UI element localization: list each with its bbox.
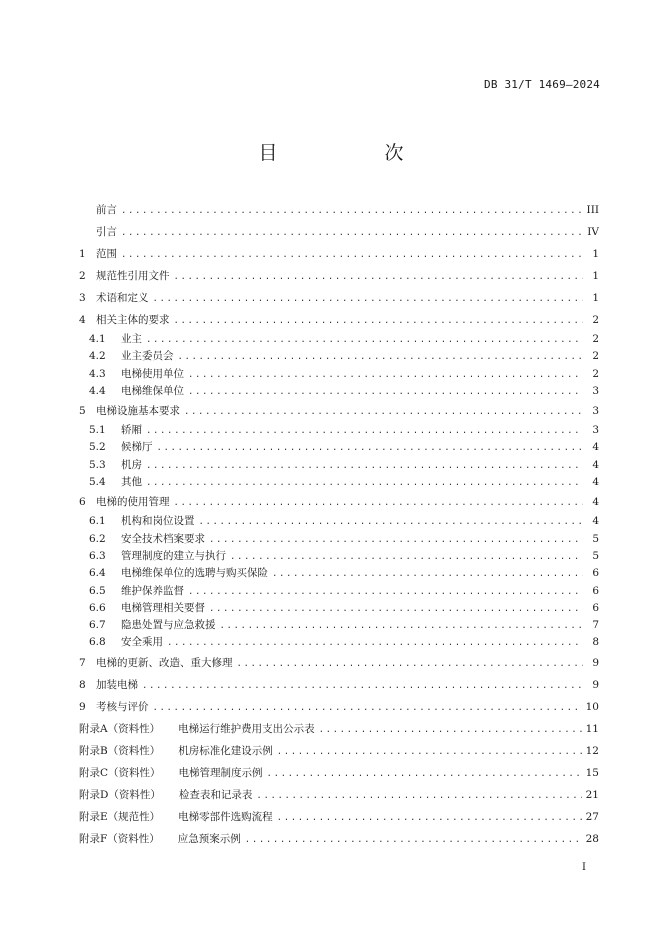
toc-entry-number: 9 [79, 700, 86, 713]
toc-entry[interactable] [79, 199, 599, 221]
toc-entry-page: 4 [592, 515, 599, 528]
toc-entry-label: 业主委员会 [121, 350, 174, 363]
toc-entry[interactable] [79, 565, 599, 582]
toc-entry[interactable] [79, 422, 599, 439]
toc-entry[interactable] [79, 439, 599, 456]
toc-entry-page: 2 [592, 333, 599, 345]
toc-entry[interactable] [79, 600, 599, 617]
toc-entry-number: 5.2 [89, 441, 106, 454]
toc-entry-number: 6.6 [89, 601, 106, 614]
dot-leader [178, 349, 584, 366]
toc-entry-label: 安全技术档案要求 [121, 532, 205, 545]
toc-entry-number: 4.4 [89, 384, 106, 397]
toc-entry-number: 附录F（资料性） [79, 832, 160, 845]
toc-entry-number: 5.1 [89, 424, 106, 437]
dot-leader [121, 222, 583, 244]
toc-entry-page: 6 [592, 584, 599, 597]
toc-entry[interactable] [79, 674, 599, 696]
toc-entry-number: 6.3 [89, 549, 106, 562]
dot-leader [167, 635, 583, 652]
dot-leader [153, 288, 584, 310]
dot-leader [230, 549, 583, 566]
toc-entry-page: 12 [585, 744, 599, 757]
toc-entry-page: 8 [592, 636, 599, 649]
toc-entry[interactable] [79, 348, 599, 365]
toc-entry-label: 引言 [96, 226, 117, 238]
toc-entry[interactable] [79, 513, 599, 530]
toc-entry[interactable] [79, 617, 599, 634]
toc-entry[interactable] [79, 474, 599, 491]
toc-entry-page: 5 [592, 549, 599, 562]
dot-leader [256, 785, 581, 807]
toc-entry-label: 安全乘用 [121, 636, 163, 649]
toc-entry-label: 管理制度的建立与执行 [121, 549, 226, 562]
toc-entry[interactable] [79, 652, 599, 674]
dot-leader [277, 741, 582, 763]
toc-entry-label: 电梯使用单位 [121, 367, 184, 380]
toc-entry-label: 维护保养监督 [121, 584, 184, 597]
toc-entry-number: 5 [79, 405, 86, 418]
dot-leader [220, 618, 584, 635]
toc-entry-page: 3 [592, 405, 599, 418]
toc-entry-label: 电梯管理制度示例 [178, 766, 263, 779]
toc-entry-label: 候梯厅 [121, 441, 153, 454]
toc-entry-number: 7 [79, 656, 86, 669]
toc-entry-number: 附录E（规范性） [79, 810, 161, 823]
dot-leader [277, 807, 582, 829]
dot-leader [199, 514, 584, 531]
toc-entry-label: 前言 [96, 204, 117, 216]
toc-entry-label: 电梯管理相关要督 [121, 601, 205, 614]
dot-leader [174, 266, 584, 288]
toc-entry[interactable] [79, 784, 599, 806]
toc-entry-number: 4.2 [89, 350, 106, 363]
toc-entry-page: 3 [592, 424, 599, 437]
toc-entry[interactable] [79, 548, 599, 565]
toc-entry-label: 电梯维保单位的选聘与购买保险 [121, 567, 268, 580]
toc-entry-label: 应急预案示例 [177, 832, 241, 845]
toc-entry-label: 考核与评价 [96, 700, 149, 713]
toc-entry-label: 电梯的使用管理 [96, 496, 170, 509]
toc-entry-label: 其他 [121, 476, 142, 489]
toc-entry-page: 5 [592, 532, 599, 545]
toc-entry-number: 6.4 [89, 567, 106, 580]
dot-leader [319, 719, 582, 741]
dot-leader [174, 310, 584, 332]
dot-leader [188, 384, 583, 401]
toc-entry-number: 附录A（资料性） [79, 722, 161, 735]
dot-leader [146, 423, 583, 440]
standard-code: DB 31/T 1469—2024 [484, 78, 600, 91]
toc-entry-page: 4 [592, 496, 599, 509]
toc-entry-label: 范围 [96, 248, 117, 260]
dot-leader [188, 367, 583, 384]
toc-entry-number: 3 [79, 292, 86, 304]
toc-entry-page: 9 [592, 678, 599, 691]
toc-entry-label: 轿厢 [121, 424, 142, 437]
dot-leader [146, 475, 583, 492]
toc-entry[interactable] [79, 331, 599, 348]
toc-entry[interactable] [79, 806, 599, 828]
toc-entry-number: 6.5 [89, 584, 106, 597]
toc-entry[interactable] [79, 265, 599, 287]
toc-entry-number: 4 [79, 314, 86, 326]
toc-entry-number: 5.4 [89, 476, 106, 489]
dot-leader [174, 492, 584, 514]
toc-entry-number: 8 [79, 678, 86, 691]
toc-entry[interactable] [79, 828, 599, 850]
toc-entry-page: 10 [585, 700, 599, 713]
toc-entry-number: 6.8 [89, 636, 106, 649]
dot-leader [237, 653, 584, 675]
toc-entry-page: 3 [592, 384, 599, 397]
toc-entry-page: 1 [592, 270, 599, 282]
toc-entry-page: 28 [585, 832, 599, 845]
dot-leader [184, 401, 583, 423]
toc-entry-page: 4 [592, 441, 599, 454]
dot-leader [267, 763, 582, 785]
dot-leader [209, 532, 583, 549]
dot-leader [121, 244, 583, 266]
dot-leader [153, 697, 582, 719]
toc-entry-number: 6.7 [89, 619, 106, 632]
toc-entry-page: III [586, 204, 599, 216]
toc-entry[interactable] [79, 287, 599, 309]
toc-entry[interactable] [79, 366, 599, 383]
toc-entry-page: 1 [592, 248, 599, 260]
toc-entry-page: 7 [592, 619, 599, 632]
dot-leader [272, 566, 583, 583]
toc-entry-page: 4 [592, 458, 599, 471]
dot-leader [146, 332, 583, 349]
dot-leader [209, 601, 583, 618]
dot-leader [157, 440, 584, 457]
toc-entry-page: 15 [585, 766, 599, 779]
toc-entry-page: IV [587, 226, 599, 238]
toc-entry-number: 1 [79, 248, 86, 260]
table-of-contents [79, 199, 599, 850]
toc-entry-label: 加装电梯 [96, 678, 138, 691]
toc-entry[interactable] [79, 400, 599, 422]
toc-entry[interactable] [79, 243, 599, 265]
toc-entry[interactable] [79, 583, 599, 600]
toc-entry-label: 电梯设施基本要求 [96, 405, 180, 418]
toc-entry-label: 电梯运行维护费用支出公示表 [178, 722, 315, 735]
toc-entry-label: 机构和岗位设置 [121, 515, 195, 528]
toc-entry[interactable] [79, 457, 599, 474]
toc-entry[interactable] [79, 491, 599, 513]
toc-entry[interactable] [79, 383, 599, 400]
toc-entry-label: 机房 [121, 458, 142, 471]
toc-entry-page: 6 [592, 601, 599, 614]
toc-entry-label: 检查表和记录表 [178, 788, 253, 801]
toc-entry-number: 附录D（资料性） [79, 788, 161, 801]
toc-entry-number: 附录B（资料性） [79, 744, 161, 757]
toc-entry-page: 4 [592, 476, 599, 489]
toc-entry[interactable] [79, 531, 599, 548]
toc-entry[interactable] [79, 696, 599, 718]
toc-entry[interactable] [79, 221, 599, 243]
toc-entry-label: 业主 [121, 333, 142, 345]
toc-entry-label: 机房标准化建设示例 [178, 744, 273, 757]
toc-entry[interactable] [79, 309, 599, 331]
toc-entry[interactable] [79, 634, 599, 651]
dot-leader [121, 200, 583, 222]
toc-entry-number: 4.3 [89, 367, 106, 380]
toc-entry-page: 2 [592, 367, 599, 380]
toc-entry-label: 电梯维保单位 [121, 384, 184, 397]
toc-entry-page: 2 [592, 350, 599, 363]
toc-entry-page: 11 [585, 722, 599, 735]
toc-entry-page: 1 [592, 292, 599, 304]
page-title: 目 次 [258, 142, 448, 164]
toc-entry[interactable] [79, 718, 599, 740]
toc-entry-label: 电梯的更新、改造、重大修理 [96, 656, 233, 669]
toc-entry-page: 27 [585, 810, 599, 823]
toc-entry-label: 隐患处置与应急救援 [121, 619, 216, 632]
toc-entry-label: 规范性引用文件 [96, 270, 170, 282]
toc-entry-label: 术语和定义 [96, 292, 149, 304]
toc-entry[interactable] [79, 740, 599, 762]
toc-entry-number: 附录C（资料性） [79, 766, 161, 779]
toc-entry-number: 6.2 [89, 532, 106, 545]
dot-leader [146, 458, 583, 475]
toc-entry-number: 6.1 [89, 515, 106, 528]
toc-entry-number: 6 [79, 496, 86, 509]
toc-entry-number: 4.1 [89, 333, 106, 345]
toc-entry-label: 相关主体的要求 [96, 314, 170, 326]
toc-entry-page: 21 [585, 788, 599, 801]
toc-entry-label: 电梯零部件选购流程 [178, 810, 273, 823]
toc-entry-page: 9 [592, 656, 599, 669]
toc-entry-number: 2 [79, 270, 86, 282]
dot-leader [245, 829, 582, 851]
toc-entry[interactable] [79, 762, 599, 784]
toc-entry-number: 5.3 [89, 458, 106, 471]
toc-entry-page: 6 [592, 567, 599, 580]
dot-leader [142, 675, 583, 697]
toc-entry-page: 2 [592, 314, 599, 326]
dot-leader [188, 584, 583, 601]
page-number: I [582, 862, 586, 873]
